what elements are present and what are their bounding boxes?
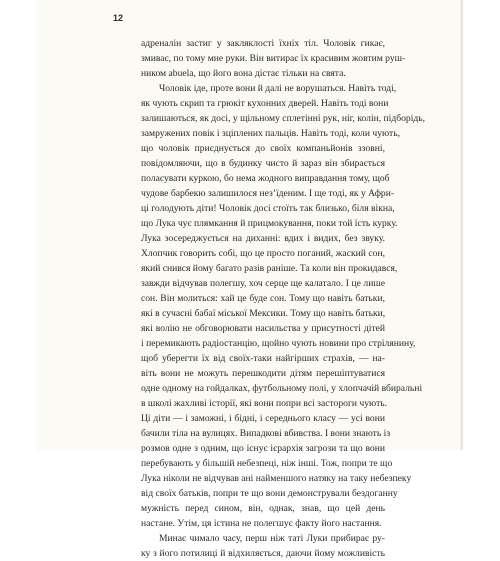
text-line: які в сучасні бабаї міської Мексики. Тому що навіть батьки, — [141, 308, 386, 319]
text-line: Хлопчик говорить собі, що це просто поганий, жаский сон, — [141, 248, 385, 259]
text-line: щоб уберегти їх від своїх-таки найгірших страхів, — на- — [141, 353, 385, 364]
page-edge — [460, 0, 463, 450]
page-number: 12 — [113, 13, 124, 23]
text-line: перебувають у більшій небезпеці, ніж інші. Тож, попри те що — [141, 458, 393, 469]
text-line: адреналін застиг у закляклості їхніх тіл. Чоловік гикає, — [141, 38, 385, 49]
text-line: одне одному на гойдалках, футбольному полі, у хлопчачій вбиральні — [141, 383, 423, 394]
text-line: мужність перед сином, він, однак, знав, що цей день — [141, 503, 385, 514]
text-line: залишаються, як досі, у щільному сплетінні рук, ніг, колін, підборідь, — [141, 113, 426, 124]
text-line: що Лука чує плямкання й прицмокування, поки той їсть курку. — [141, 218, 398, 229]
text-line: чудове барбекю залишилося незʼїденим. І ще тоді, як у Афри- — [141, 188, 395, 199]
body-text — [141, 36, 426, 561]
text-line: який снився йому багато разів раніше. Та коли він прокидався, — [141, 263, 398, 274]
text-line: поласувати куркою, бо нема жодного виправдання тому, щоб — [141, 173, 390, 184]
text-line: ці голодують діти! Чоловік досі стоїть так близько, біля вікна, — [141, 203, 395, 214]
text-line: ку з його потилиці й відхиляється, даючи йому можливість — [141, 548, 385, 559]
text-line: настане. Утім, ця істина не полегшує факту його настання. — [141, 518, 382, 529]
text-line: замружених повік і зціплених пальців. Навіть тоді, коли чують, — [141, 128, 401, 139]
text-line: розмов одне з одним, що існує ієрархія загрози та що вони — [141, 443, 385, 454]
text-line: віть вони не можуть перешкодити дітям перешіптуватися — [141, 368, 385, 379]
text-line: ником abuela, що його вона дістає тільки на свята. — [141, 68, 346, 79]
text-line: в школі жахливі історії, які вони попри всі застороги чують. — [141, 398, 388, 409]
text-line: Минає чимало часу, перш ніж таті Луки прибирає ру- — [159, 533, 385, 544]
text-line: Ці діти — і заможні, і бідні, і середнього класу — усі вони — [141, 413, 385, 424]
text-line: як чують скрип та грюкіт кухонних дверей. Навіть тоді вони — [141, 98, 389, 109]
book-page — [37, 0, 463, 559]
text-line: бачили тіла на вулицях. Випадкові вбивства. І вони знають із — [141, 428, 391, 439]
text-line: змиває, по тому мне руки. Він витирає їх красивим жовтим руш- — [141, 53, 406, 64]
text-line: що чоловік приєднується до своїх компаньйонів ззовні, — [141, 143, 385, 154]
text-line: і перемикають радіостанцію, щойно чують новини про стрілянину, — [141, 338, 416, 349]
text-line: Чоловік іде, проте вони й далі не ворушаться. Навіть тоді, — [159, 83, 397, 94]
text-line: Лука ніколи не відчував ані найменшого натяку на таку небезпеку — [141, 473, 412, 484]
text-line: сон. Він молиться: хай це буде сон. Тому що навіть батьки, — [141, 293, 385, 304]
text-line: повідомляючи, що в будинку чисто й зараз він збирається — [141, 158, 385, 169]
text-line: Лука зосереджується на диханні: вдих і видих, без звуку. — [141, 233, 385, 244]
text-line: завжди відчував полегшу, хоч серце ще калатало. І це лише — [141, 278, 385, 289]
text-line: які волію не обговорювати насильства у присутності дітей — [141, 323, 385, 334]
text-line: від своїх батьків, попри те що вони демонстрували бездоганну — [141, 488, 398, 499]
